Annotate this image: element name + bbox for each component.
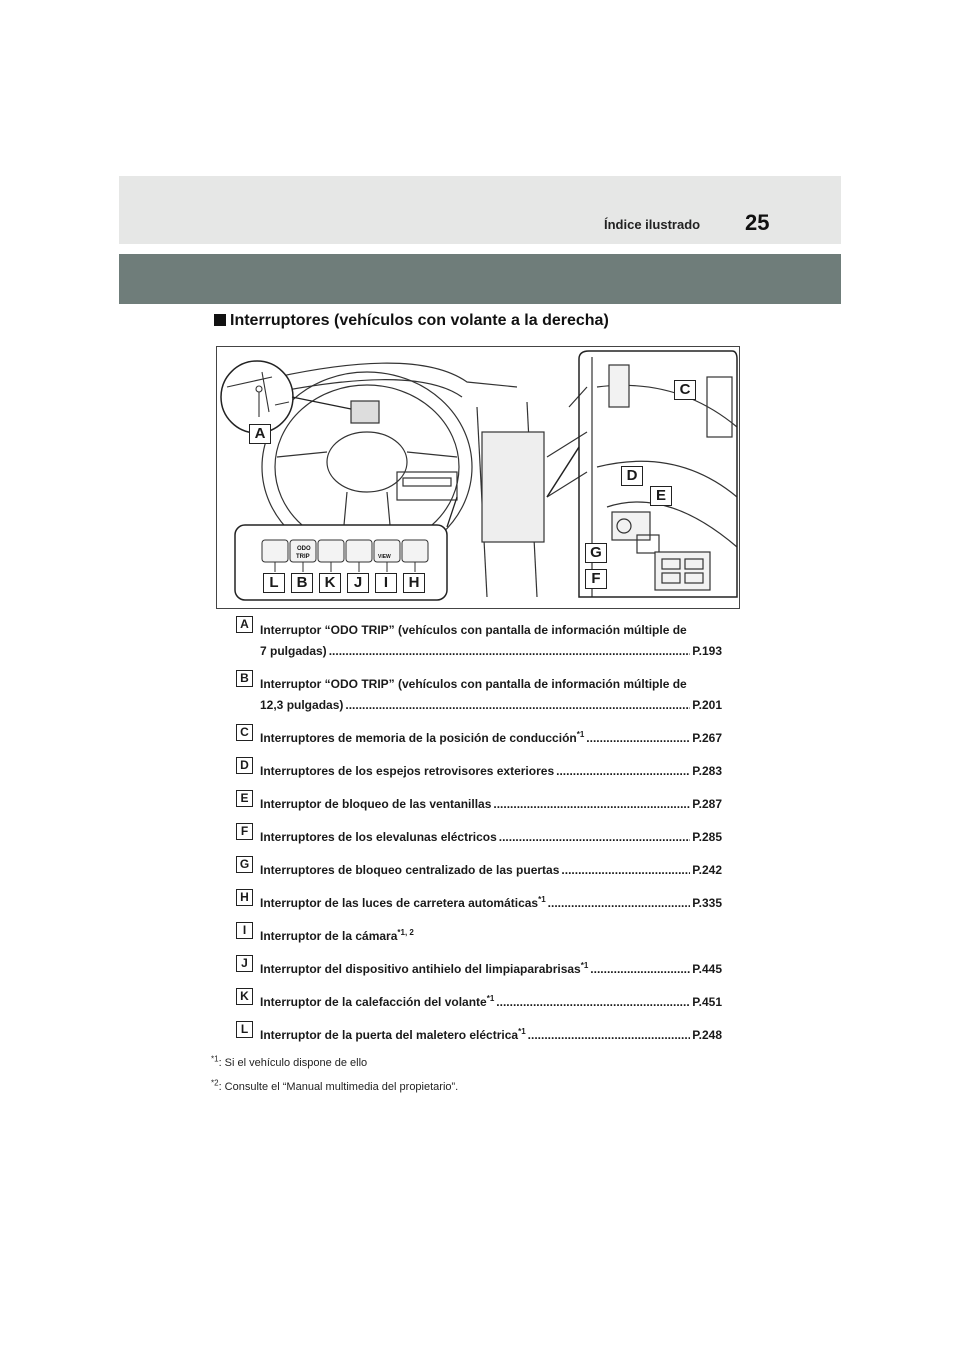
item-letter: F — [236, 823, 253, 840]
footnotes — [211, 1054, 459, 1105]
leader-dots — [345, 695, 690, 716]
item-text: Interruptores de bloqueo centralizado de las puertas — [260, 863, 560, 877]
page-number: 25 — [745, 210, 770, 235]
leader-dots — [499, 827, 690, 848]
item-letter: I — [236, 922, 253, 939]
item-text: Interruptor de las luces de carretera automáticas — [260, 896, 539, 910]
switches-illustration — [216, 346, 740, 609]
section-heading-text: Interruptores (vehículos con volante a la derecha) — [230, 312, 609, 329]
square-bullet-icon — [214, 314, 226, 326]
header-dark-band — [119, 254, 841, 304]
footnote-mark: *1 — [576, 730, 585, 739]
footnote — [211, 1078, 459, 1105]
trip-button-text: TRIP — [296, 554, 310, 560]
figure-label-a: A — [249, 424, 271, 444]
footnote-mark: *1 — [486, 994, 495, 1003]
page-ref[interactable]: P.287 — [692, 797, 722, 811]
footnote-mark: *1 — [518, 1027, 526, 1036]
switch-index-list — [236, 616, 722, 1054]
page-ref[interactable]: P.451 — [692, 995, 722, 1009]
list-item — [236, 922, 722, 955]
leader-dots — [561, 860, 690, 881]
section-title: Índice ilustrado — [604, 217, 701, 232]
figure-label-b: B — [291, 573, 313, 593]
leader-dots — [329, 641, 691, 662]
footnote — [211, 1054, 458, 1081]
header-band — [119, 176, 841, 244]
page-ref[interactable]: P.242 — [692, 863, 722, 877]
item-text: Interruptor de la cámara — [260, 929, 398, 943]
footnote-mark: *1 — [211, 1054, 219, 1064]
leader-dots — [493, 794, 690, 815]
figure-label-c: C — [674, 380, 696, 400]
leader-dots — [586, 728, 690, 749]
item-text: Interruptores de memoria de la posición de conducción — [260, 731, 577, 745]
list-item — [236, 724, 722, 757]
figure-label-k: K — [319, 573, 341, 593]
item-letter: K — [236, 988, 253, 1005]
footnote-text: : Si el vehículo dispone de ello — [218, 1057, 368, 1069]
item-letter: J — [236, 955, 253, 972]
item-letter: D — [236, 757, 253, 774]
footnote-mark: *1, 2 — [397, 928, 414, 937]
footnote-text: : Consulte el “Manual multimedia del propietario”. — [218, 1081, 459, 1093]
list-item — [236, 856, 722, 889]
item-text: Interruptores de los espejos retrovisores exteriores — [260, 764, 555, 778]
item-letter: E — [236, 790, 253, 807]
item-text: Interruptor de bloqueo de las ventanillas — [260, 797, 492, 811]
leader-dots — [528, 1025, 691, 1046]
figure-label-d: D — [621, 466, 643, 486]
item-text: Interruptor de la calefacción del volante — [260, 995, 487, 1009]
page-ref[interactable]: P.445 — [692, 962, 722, 976]
list-item — [236, 889, 722, 922]
leader-dots — [496, 992, 690, 1013]
view-button-text: VIEW — [378, 554, 391, 560]
item-text: Interruptor “ODO TRIP” (vehículos con pantalla de información múltiple de — [260, 623, 687, 637]
figure-label-i: I — [375, 573, 397, 593]
item-text: Interruptores de los elevalunas eléctricos — [260, 830, 497, 844]
leader-dots — [590, 959, 690, 980]
figure-label-g: G — [585, 543, 607, 563]
item-text: Interruptor de la puerta del maletero eléctrica — [260, 1028, 519, 1042]
page-ref[interactable]: P.285 — [692, 830, 722, 844]
list-item — [236, 955, 722, 988]
list-item — [236, 616, 722, 670]
leader-dots — [548, 893, 691, 914]
footnote-mark: *2 — [211, 1078, 219, 1088]
list-item — [236, 823, 722, 856]
page-ref[interactable]: P.335 — [692, 896, 722, 910]
item-letter: A — [236, 616, 253, 633]
item-text-cont: 7 pulgadas) — [260, 644, 327, 658]
figure-label-f: F — [585, 569, 607, 589]
page-ref[interactable]: P.193 — [692, 644, 722, 658]
footnote-mark: *1 — [580, 961, 589, 970]
item-letter: G — [236, 856, 253, 873]
list-item — [236, 790, 722, 823]
figure-label-h: H — [403, 573, 425, 593]
item-letter: C — [236, 724, 253, 741]
list-item — [236, 757, 722, 790]
figure-label-l: L — [263, 573, 285, 593]
item-letter: L — [236, 1021, 253, 1038]
page-ref[interactable]: P.201 — [692, 698, 722, 712]
item-text: Interruptor del dispositivo antihielo del limpiaparabrisas — [260, 962, 581, 976]
item-letter: B — [236, 670, 253, 687]
odo-button-text: ODO — [297, 546, 311, 552]
dashboard-drawing — [217, 347, 739, 608]
leader-dots — [556, 761, 690, 782]
page-ref[interactable]: P.283 — [692, 764, 722, 778]
section-heading — [214, 312, 609, 330]
figure-label-e: E — [650, 486, 672, 506]
item-letter: H — [236, 889, 253, 906]
item-text: Interruptor “ODO TRIP” (vehículos con pantalla de información múltiple de — [260, 677, 687, 691]
figure-label-j: J — [347, 573, 369, 593]
list-item — [236, 670, 722, 724]
list-item — [236, 988, 722, 1021]
list-item — [236, 1021, 722, 1054]
footnote-mark: *1 — [538, 895, 546, 904]
item-text-cont: 12,3 pulgadas) — [260, 698, 344, 712]
page-ref[interactable]: P.267 — [692, 731, 722, 745]
page-ref[interactable]: P.248 — [692, 1028, 722, 1042]
